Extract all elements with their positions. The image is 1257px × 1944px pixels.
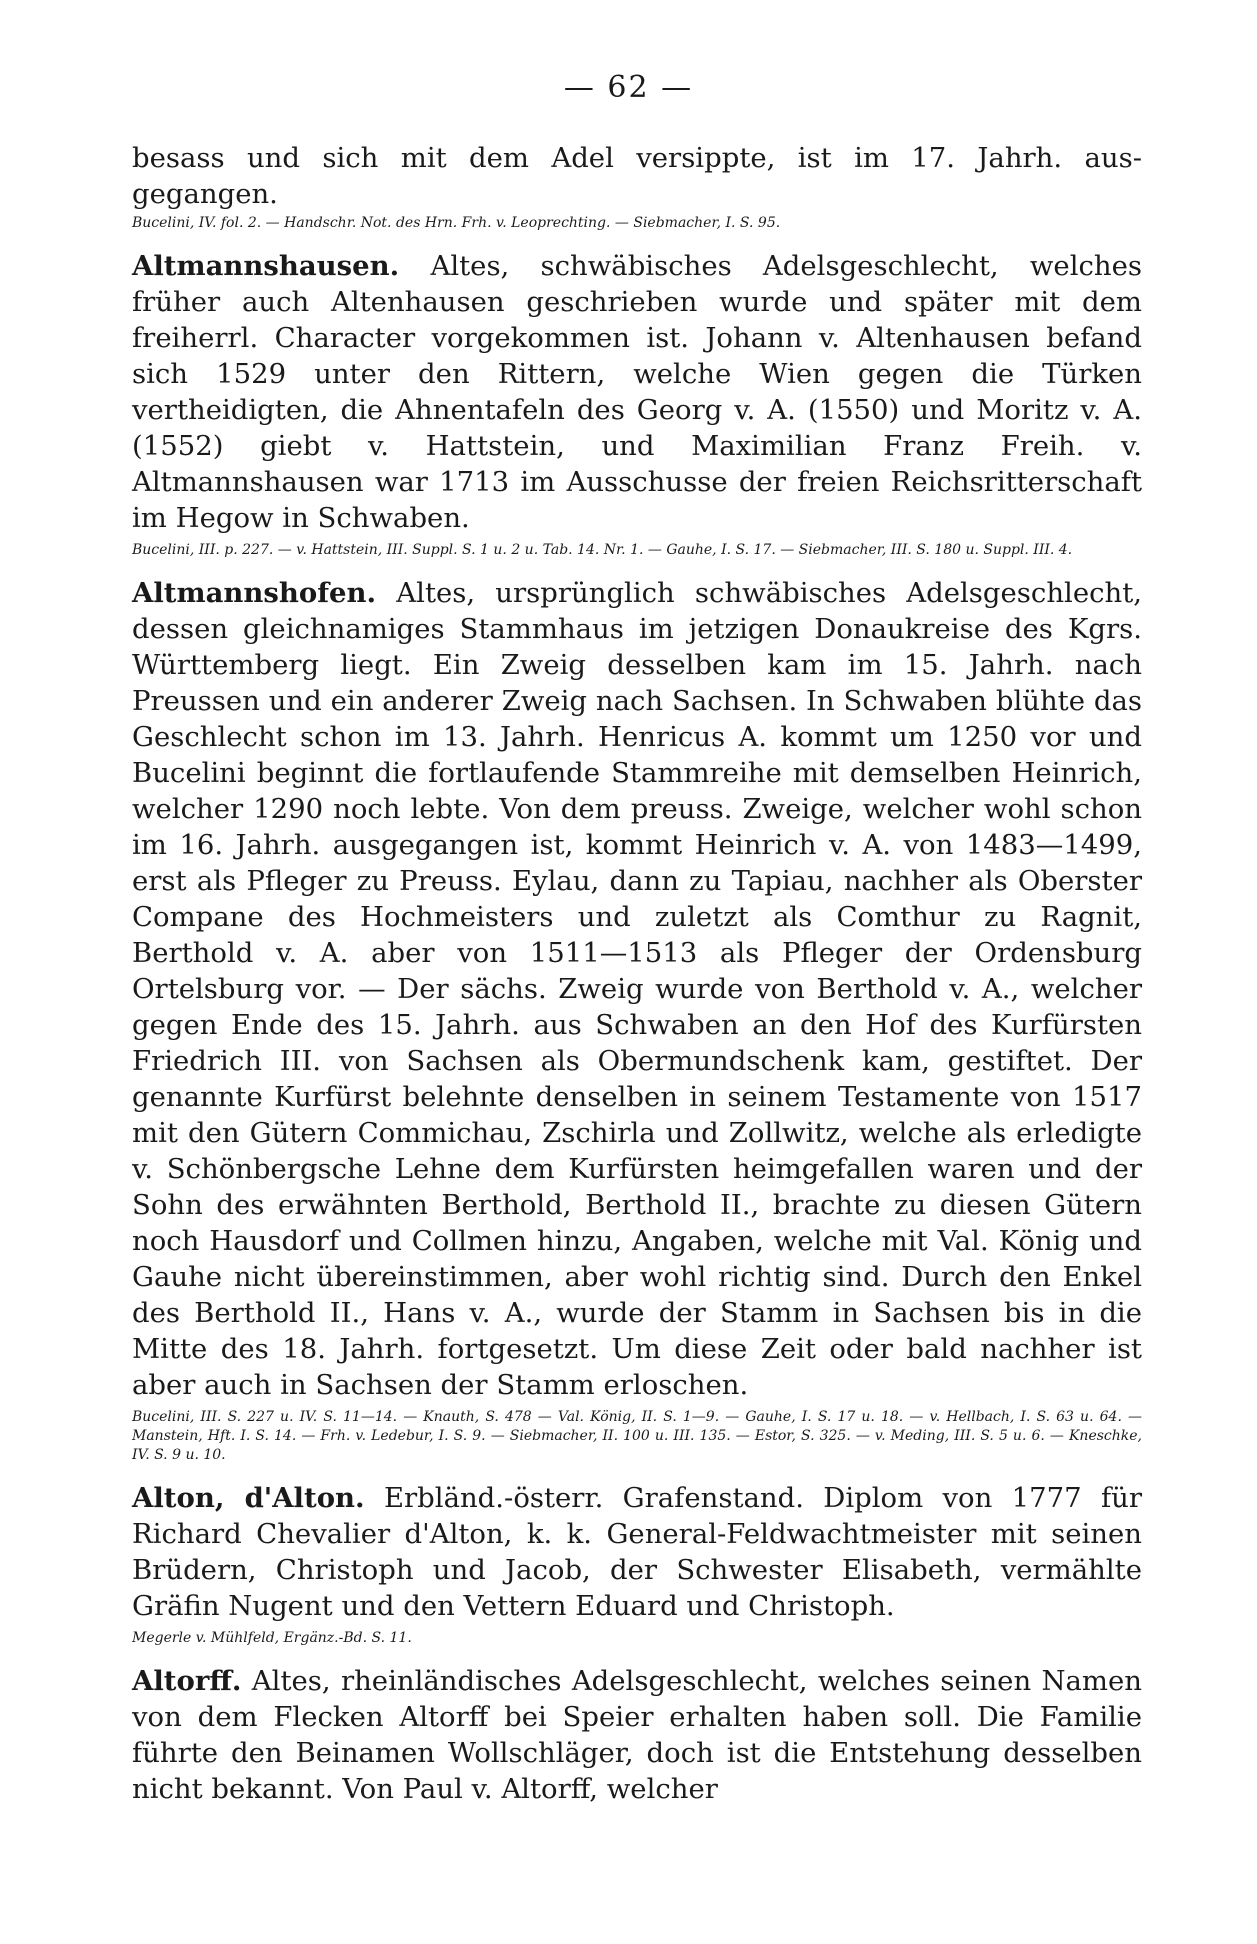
entry-altmannshausen xyxy=(132,248,1142,560)
entry-text: Altes, schwäbisches Adelsgeschlecht, welches früher auch Altenhausen geschrieben wurde und später mit dem freiherrl. Character vorgekommen ist. Johann v. Altenhausen befand sich 1529 unter den Rittern, welche Wien gegen die Türken vertheidigten, die Ahnentafeln des Georg v. A. (1550) und Moritz v. A. (1552) giebt v. Hattstein, und Maximilian Franz Freih. v. Altmannshausen war 1713 im Ausschusse der freien Reichsritterschaft im Hegow in Schwaben. xyxy=(132,250,1142,534)
entry-headword: Altmannshofen. xyxy=(132,577,377,609)
entry-headword: Altmannshausen. xyxy=(132,250,400,282)
entry-continuation xyxy=(132,140,1142,233)
entry-alton xyxy=(132,1480,1142,1648)
entry-headword: Altorff. xyxy=(132,1665,242,1697)
entry-text: Erbländ.-österr. Grafenstand. Diplom von 1777 für Richard Chevalier d'Alton, k. k. General-Feldwachtmeister mit seinen Brüdern, Christoph und Jacob, der Schwester Elisabeth, vermählte Gräfin Nugent und den Vettern Eduard und Christoph. xyxy=(132,1482,1142,1622)
entry-text: Altes, rheinländisches Adelsgeschlecht, welches seinen Namen von dem Flecken Altorff bei Speier erhalten haben soll. Die Familie führte den Beinamen Wollschläger, doch ist die Entstehung desselben nicht bekannt. Von Paul v. Altorff, welcher xyxy=(132,1665,1142,1805)
entry-references: Bucelini, III. p. 227. — v. Hattstein, III. Suppl. S. 1 u. 2 u. Tab. 14. Nr. 1. — Gauhe, I. S. 17. — Siebmacher, III. S. 180 u. Suppl. III. 4. xyxy=(132,542,1073,558)
entry-references: Bucelini, IV. fol. 2. — Handschr. Not. des Hrn. Frh. v. Leoprechting. — Siebmacher, I. S. 95. xyxy=(132,215,781,231)
entry-altorff xyxy=(132,1663,1142,1807)
entry-headword: Alton, d'Alton. xyxy=(132,1482,365,1514)
entry-altmannshofen xyxy=(132,575,1142,1465)
page-number: — 62 — xyxy=(563,70,694,105)
entry-text: besass und sich mit dem Adel versippte, ist im 17. Jahrh. aus- gegangen. xyxy=(132,142,1142,210)
entry-text: Altes, ursprünglich schwäbisches Adelsgeschlecht, dessen gleichnamiges Stammhaus im jetzigen Donaukreise des Kgrs. Württemberg liegt. Ein Zweig desselben kam im 15. Jahrh. nach Preussen und ein anderer Zweig nach Sachsen. In Schwaben blühte das Geschlecht schon im 13. Jahrh. Henricus A. kommt um 1250 vor und Bucelini beginnt die fortlaufende Stammreihe mit demselben Heinrich, welcher 1290 noch lebte. Von dem preuss. Zweige, welcher wohl schon im 16. Jahrh. ausgegangen ist, kommt Heinrich v. A. von 1483—1499, erst als Pfleger zu Preuss. Eylau, dann zu Tapiau, nachher als Oberster Compane des Hochmeisters und zuletzt als Comthur zu Ragnit, Berthold v. A. aber von 1511—1513 als Pfleger der Ordensburg Ortelsburg vor. — Der sächs. Zweig wurde von Berthold v. A., welcher gegen Ende des 15. Jahrh. aus Schwaben an den Hof des Kurfürsten Friedrich III. von Sachsen als Obermundschenk kam, gestiftet. Der genannte Kurfürst belehnte denselben in seinem Testamente von 1517 mit den Gütern Commichau, Zschirla und Zollwitz, welche als erledigte v. Schönbergsche Lehne dem Kurfürsten heimgefallen waren und der Sohn des erwähnten Berthold, Berthold II., brachte zu diesen Gütern noch Hausdorf und Collmen hinzu, Angaben, welche mit Val. König und Gauhe nicht übereinstimmen, aber wohl richtig sind. Durch den Enkel des Berthold II., Hans v. A., wurde der Stamm in Sachsen bis in die Mitte des 18. Jahrh. fortgesetzt. Um diese Zeit oder bald nachher ist aber auch in Sachsen der Stamm erloschen. xyxy=(132,577,1142,1401)
page-body xyxy=(132,140,1142,1807)
entry-references: Megerle v. Mühlfeld, Ergänz.-Bd. S. 11. xyxy=(132,1630,412,1646)
entry-references: Bucelini, III. S. 227 u. IV. S. 11—14. — Knauth, S. 478 — Val. König, II. S. 1—9. — Gauhe, I. S. 17 u. 18. — v. Hellbach, I. S. 63 u. 64. — Manstein, Hft. I. S. 14. — Frh. v. Ledebur, I. S. 9. — Siebmacher, II. 100 u. III. 135. — Estor, S. 325. — v. Meding, III. S. 5 u. 6. — Kneschke, IV. S. 9 u. 10. xyxy=(132,1409,1142,1463)
